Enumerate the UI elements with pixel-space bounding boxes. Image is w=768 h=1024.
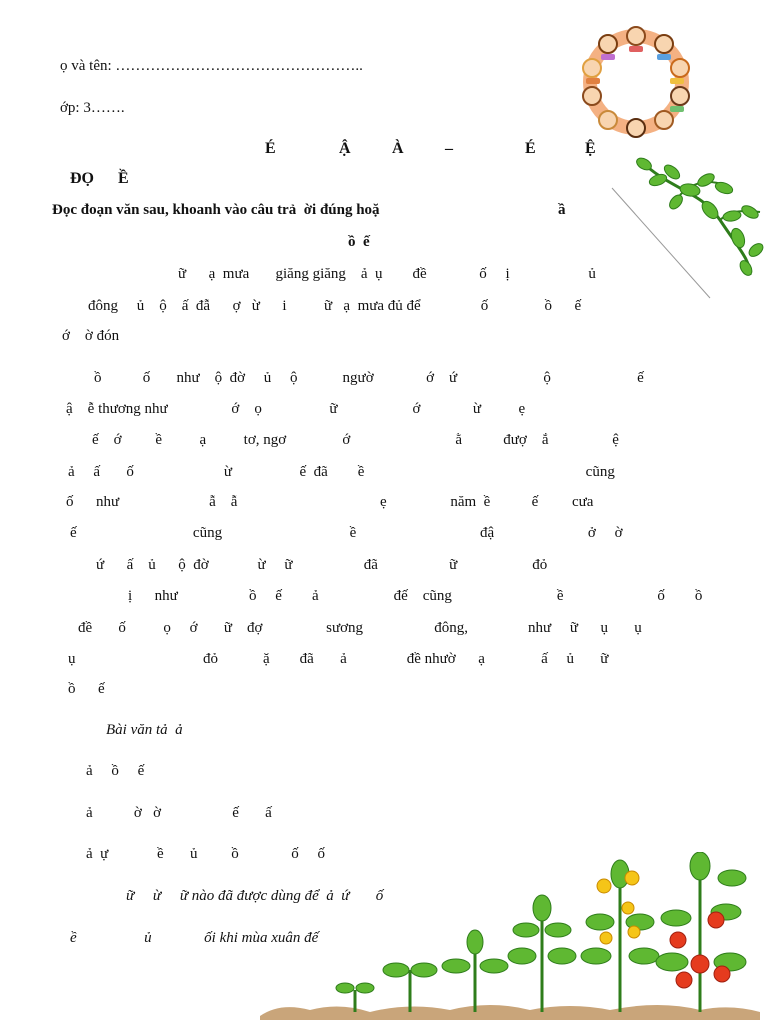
title-part: À xyxy=(392,140,404,157)
title-part: É xyxy=(265,140,276,157)
title-part: Ậ xyxy=(339,140,351,157)
student-name-line: ọ và tên: ………………………………………….. xyxy=(60,58,363,74)
passage-line: ồ ố như ộ đờ ủ ộ ngườ ớ ứ ộ ế xyxy=(94,370,644,386)
passage-line: đông ủ ộ ấ đẫ ợ ừ i ữ ạ mưa đủ để ố ồ ế xyxy=(88,298,582,314)
plant-growth-icon xyxy=(260,852,760,1020)
passage-title: ồ ế xyxy=(348,234,370,250)
passage-line: ứ ấ ủ ộ đờ ừ ữ đã ữ đỏ xyxy=(96,557,548,573)
answer-option-a[interactable]: ả ồ ế xyxy=(86,763,145,779)
title-part: – xyxy=(445,140,453,157)
question-title: Bài văn tả ả xyxy=(106,722,183,738)
passage-line: ụ đỏ ặ đã ả đề nhườ ạ ấ ủ ữ xyxy=(68,651,609,667)
passage-line: ữ ạ mưa giăng giăng ả ụ đề ố ị ủ xyxy=(178,266,596,282)
passage-line: ồ ế xyxy=(68,681,105,697)
passage-line: ố như ẫ ẫ ẹ năm ề ế cưa xyxy=(66,494,594,510)
instruction-text: Đọc đoạn văn sau, khoanh vào câu trả ời đúng hoặ xyxy=(52,202,380,218)
kids-circle-icon xyxy=(574,24,698,140)
question-text: ữ ừ ữ nào đã được dùng để ả ứ ố xyxy=(126,888,384,904)
answer-option-b[interactable]: ả ờ ờ ế ấ xyxy=(86,805,272,821)
passage-line: ậ ễ thương như ớ ọ ữ ớ ừ ẹ xyxy=(66,401,526,417)
passage-line: ả ấ ố ừ ế đã ề cũng xyxy=(68,464,615,480)
passage-line: ế cũng ề đậ ở ờ xyxy=(70,525,623,541)
passage-line: ế ớ ề ạ tơ, ngơ ớ ằ đượ ắ ệ xyxy=(92,432,619,448)
passage-line: ớ ờ đón xyxy=(62,328,120,344)
passage-line: đề ố ọ ớ ữ đợ sương đông, như ữ ụ ụ xyxy=(78,620,642,636)
passage-line: ị như ồ ế ả đế cũng ề ố ồ xyxy=(128,588,703,604)
question-text: ề ủ ối khi mùa xuân đế xyxy=(70,930,319,946)
title-part: Ệ xyxy=(585,140,596,157)
section-heading: ĐỌ Ề xyxy=(70,170,129,187)
title-part: É xyxy=(525,140,536,157)
class-line: ớp: 3……. xyxy=(60,100,125,116)
instruction-tail: ầ xyxy=(558,202,566,218)
answer-option-c[interactable]: ả ự ề ủ ồ ố ố xyxy=(86,846,325,862)
vine-icon xyxy=(610,150,768,300)
